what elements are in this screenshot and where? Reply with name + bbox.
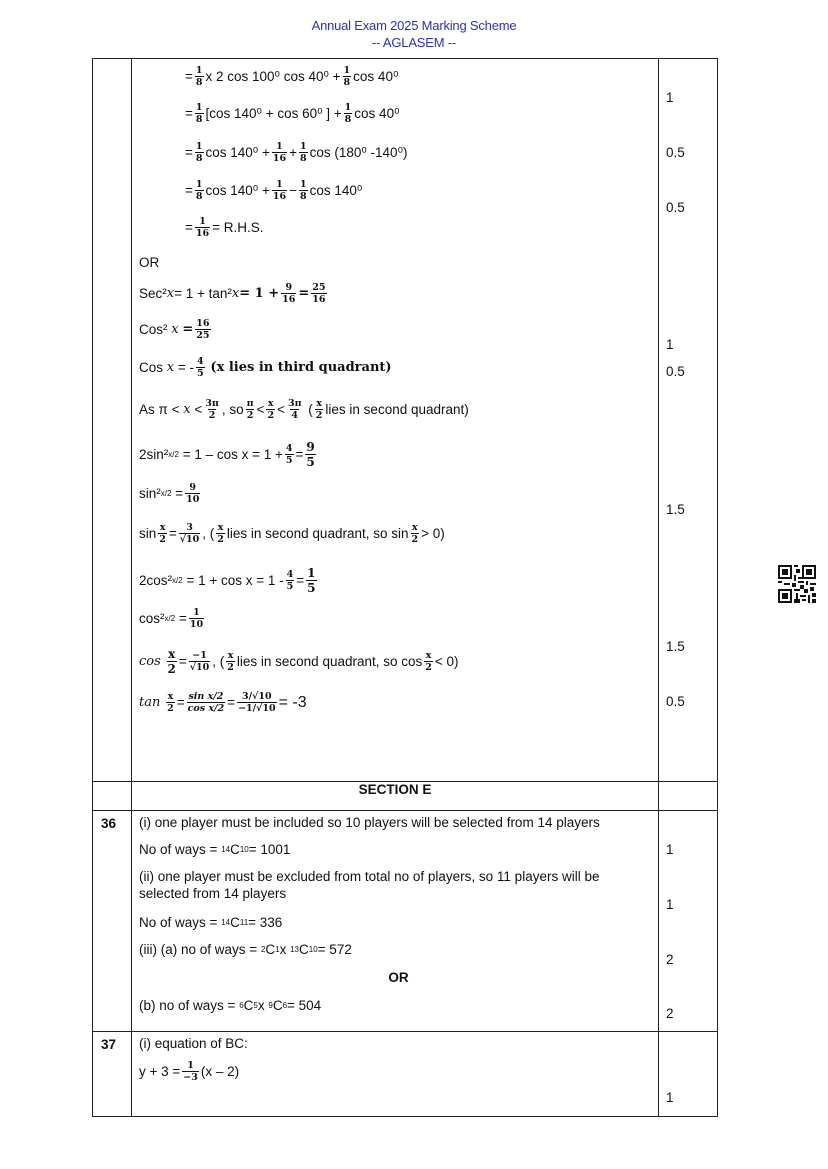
denominator: 8: [299, 153, 307, 164]
text: =: [185, 145, 193, 160]
fraction: [343, 65, 352, 88]
denominator: 5: [285, 455, 293, 466]
text: cos 140⁰ +: [205, 144, 270, 160]
marking-scheme-table: [92, 58, 718, 1117]
fraction: [246, 398, 255, 421]
numerator: 1: [299, 141, 307, 152]
q35-solution-cell: [132, 59, 659, 782]
fraction: [281, 282, 296, 305]
text: =: [185, 69, 193, 84]
subscript: 6: [282, 1001, 288, 1010]
q36-number: 36: [93, 811, 132, 1032]
text: cos²: [139, 611, 165, 626]
text: No of ways =: [139, 842, 218, 857]
text: = 572: [317, 942, 352, 957]
alt-step-1: [139, 282, 329, 305]
fraction: [285, 443, 294, 466]
denominator: √10: [179, 534, 200, 545]
denominator: 16: [272, 191, 287, 202]
header-subtitle: -- AGLASEM --: [371, 35, 457, 50]
fraction: [189, 650, 210, 673]
text: Sec²: [139, 286, 167, 301]
mark: 1: [666, 337, 674, 352]
section-e-title: SECTION E: [132, 782, 659, 811]
text: Cos²: [139, 322, 168, 337]
q36-part-iii-b: [139, 998, 321, 1013]
text: C: [243, 998, 254, 1013]
text: −: [289, 183, 297, 198]
text: = 1 + tan²: [174, 286, 232, 301]
text: sin: [139, 526, 157, 541]
q36-ways-ii: [139, 915, 282, 930]
denominator: 2: [167, 662, 176, 676]
fraction: [204, 398, 220, 421]
fraction: [266, 398, 275, 421]
numerator: x: [167, 691, 174, 702]
numerator: 1: [199, 216, 206, 227]
fraction: [195, 318, 210, 341]
text: y + 3 =: [139, 1064, 181, 1079]
numerator: 1: [195, 179, 203, 190]
denominator: 8: [195, 153, 203, 164]
fraction: [287, 398, 303, 421]
text: (b) no of ways =: [139, 998, 236, 1013]
numerator: 1: [307, 566, 316, 580]
text: +: [289, 145, 297, 160]
text: cos (180⁰ -140⁰): [309, 144, 408, 160]
fraction: [195, 102, 204, 125]
numerator: 1: [195, 65, 203, 76]
page-header: [0, 17, 828, 51]
text: Cos: [139, 360, 164, 375]
numerator: π: [246, 398, 254, 409]
text: =: [168, 526, 177, 541]
q36-part-i: (i) one player must be included so 10 players will be selected from 14 players: [139, 815, 600, 830]
text: cos 140⁰ +: [205, 182, 270, 198]
q37-solution-cell: [132, 1032, 659, 1117]
numerator: 1: [195, 102, 203, 113]
text: < 0): [434, 654, 459, 669]
denominator: 5: [197, 368, 204, 379]
qr-code-icon[interactable]: [778, 565, 816, 603]
text: C: [265, 942, 276, 957]
denominator: 2: [217, 534, 224, 545]
text: As π <: [139, 402, 180, 417]
numerator: 9: [285, 282, 293, 293]
denominator: 10: [189, 619, 204, 630]
fraction: [272, 179, 287, 202]
denominator: 2: [167, 703, 174, 714]
denominator: 2: [227, 662, 234, 673]
text: = 1 + cos x = 1 -: [186, 573, 284, 588]
fraction: [411, 522, 420, 545]
text: <: [194, 402, 203, 417]
denominator: 5: [307, 581, 316, 595]
text: (: [308, 402, 313, 417]
superscript: x/2: [172, 576, 183, 585]
text: cos 140⁰: [309, 182, 363, 198]
text: <: [256, 402, 265, 417]
text: lies in second quadrant): [325, 402, 469, 417]
fraction: [315, 398, 324, 421]
mark: 1: [666, 842, 674, 857]
numerator: 9: [306, 440, 315, 454]
superscript: x/2: [168, 450, 179, 459]
text: (iii) (a) no of ways =: [139, 942, 258, 957]
mark: 2: [666, 1006, 674, 1021]
alt-step-7: [139, 522, 445, 545]
superscript: 14: [221, 918, 231, 927]
fraction: [286, 569, 295, 592]
superscript: 14: [221, 845, 231, 854]
fraction: [179, 522, 200, 545]
variable: x: [166, 360, 175, 375]
denominator: 5: [306, 455, 315, 469]
denominator: cos x/2: [187, 703, 225, 714]
q35-row: [93, 59, 718, 782]
numerator: 3/√10: [242, 691, 272, 702]
numerator: x: [316, 398, 322, 409]
denominator: 2: [159, 534, 166, 545]
text: , so: [221, 402, 244, 417]
denominator: 8: [344, 114, 352, 125]
text: = 1 – cos x = 1 +: [182, 447, 283, 462]
numerator: sin x/2: [188, 691, 224, 702]
numerator: 1: [193, 607, 200, 618]
text: = 1 +: [239, 286, 280, 301]
superscript: 13: [290, 945, 300, 954]
numerator: x: [267, 398, 274, 409]
superscript: 6: [239, 1001, 244, 1010]
alt-step-10: [139, 647, 459, 676]
mark: 1: [666, 1090, 674, 1105]
numerator: 3π: [205, 398, 219, 409]
text: , (: [202, 526, 215, 541]
fraction: [344, 102, 353, 125]
text: =: [175, 486, 184, 501]
text: = 1001: [248, 842, 291, 857]
q37-row: [93, 1032, 718, 1117]
q36-row: [93, 811, 718, 1032]
denominator: 16: [312, 294, 326, 305]
denominator: 16: [272, 153, 287, 164]
alt-step-11: [139, 691, 307, 714]
denominator: 8: [195, 114, 203, 125]
q35-marks-cell: [659, 59, 718, 782]
text: = 336: [248, 915, 283, 930]
mark: 0.5: [666, 694, 685, 709]
text: cos 40⁰: [353, 68, 399, 84]
numerator: 9: [189, 482, 197, 493]
denominator: 8: [343, 77, 351, 88]
text: = 504: [287, 998, 322, 1013]
text: tan: [139, 695, 161, 710]
denominator: 2: [267, 410, 275, 421]
numerator: 4: [286, 569, 294, 580]
step-5: [185, 216, 264, 239]
step-1: [185, 65, 398, 88]
denominator: 25: [196, 330, 210, 341]
quadrant-note: (x lies in third quadrant): [210, 360, 392, 375]
fraction: [424, 650, 433, 673]
text: = -3: [278, 693, 307, 711]
denominator: −3: [183, 1072, 198, 1083]
text: =: [178, 611, 187, 626]
fraction: [158, 522, 167, 545]
denominator: 2: [425, 662, 432, 673]
text: =: [176, 695, 185, 710]
numerator: 3: [186, 522, 193, 533]
q37-marks-cell: [659, 1032, 718, 1117]
denominator: 8: [299, 191, 307, 202]
alt-step-2: [139, 318, 213, 341]
q36-or-label: OR: [388, 970, 409, 985]
mark: 1: [666, 897, 674, 912]
denominator: 2: [208, 410, 216, 421]
fraction: [182, 1060, 199, 1083]
denominator: 2: [246, 410, 254, 421]
mark: 1.5: [666, 639, 685, 654]
alt-step-3: [139, 356, 392, 379]
numerator: 16: [196, 318, 210, 329]
text: cos 40⁰: [354, 105, 400, 121]
text: 2sin²: [139, 447, 169, 462]
variable: x: [183, 402, 191, 417]
numerator: x: [425, 650, 432, 661]
denominator: 5: [286, 581, 294, 592]
denominator: −1/√10: [238, 703, 276, 714]
numerator: 1: [299, 179, 307, 190]
variable: x: [171, 322, 179, 337]
text: 2cos²: [139, 573, 173, 588]
text: [cos 140⁰ + cos 60⁰ ] +: [205, 105, 342, 121]
subscript: 10: [239, 845, 249, 854]
fraction: [299, 179, 308, 202]
mark: 1.5: [666, 502, 685, 517]
numerator: 4: [285, 443, 293, 454]
q36-solution-cell: [132, 811, 659, 1032]
fraction: [189, 607, 204, 630]
denominator: 8: [195, 77, 203, 88]
q36-part-ii: (ii) one player must be excluded from total no of players, so 11 players will be selected from 14 players: [139, 869, 600, 901]
variable: x: [231, 286, 240, 301]
mark: 0.5: [666, 145, 685, 160]
alt-step-6: [139, 482, 202, 505]
empty-cell: [659, 782, 718, 811]
denominator: 8: [195, 191, 203, 202]
or-label: OR: [139, 255, 160, 270]
fraction: [299, 141, 308, 164]
numerator: −1: [192, 650, 207, 661]
text: C: [272, 998, 283, 1013]
superscript: x/2: [164, 614, 176, 623]
numerator: 3π: [287, 398, 302, 409]
alt-step-5: [139, 440, 318, 469]
text: <: [277, 402, 285, 417]
denominator: 2: [411, 534, 419, 545]
text: sin²: [139, 486, 161, 501]
step-3: [185, 141, 407, 164]
alt-step-4: [139, 398, 469, 421]
text: x 2 cos 100⁰ cos 40⁰ +: [205, 68, 341, 84]
numerator: 25: [312, 282, 326, 293]
text: x: [279, 942, 287, 957]
q35-number-cell: [93, 59, 132, 782]
denominator: 10: [186, 494, 200, 505]
numerator: x: [227, 650, 234, 661]
text: =: [185, 106, 193, 121]
text: =: [185, 183, 193, 198]
text: =: [227, 695, 236, 710]
text: =: [296, 573, 305, 588]
numerator: 1: [276, 141, 283, 152]
text: lies in second quadrant, so cos: [236, 654, 423, 669]
numerator: x: [411, 522, 418, 533]
text: = R.H.S.: [212, 220, 264, 235]
denominator: √10: [189, 662, 210, 673]
text: = -: [177, 360, 195, 375]
text: cos: [139, 654, 161, 669]
numerator: x: [168, 647, 176, 661]
superscript: 9: [268, 1001, 273, 1010]
denominator: 4: [291, 410, 299, 421]
q36-ways-i: [139, 842, 290, 857]
fraction: [166, 691, 175, 714]
alt-step-8: [139, 566, 319, 595]
fraction: [195, 216, 210, 239]
fraction: [195, 141, 204, 164]
fraction: [226, 650, 235, 673]
superscript: 2: [260, 945, 266, 954]
text: =: [178, 654, 187, 669]
numerator: 1: [195, 141, 203, 152]
header-title: Annual Exam 2025 Marking Scheme: [311, 18, 517, 33]
fraction: [195, 65, 204, 88]
fraction: [237, 691, 277, 714]
text: lies in second quadrant, so sin: [226, 526, 409, 541]
numerator: 1: [343, 65, 351, 76]
text: =: [298, 286, 310, 301]
q36-part-iii-a: [139, 942, 352, 957]
mark: 0.5: [666, 364, 685, 379]
mark: 2: [666, 952, 674, 967]
section-e-row: [93, 782, 718, 811]
alt-step-9: [139, 607, 206, 630]
fraction: [272, 141, 287, 164]
text: C: [230, 842, 240, 857]
step-2: [185, 102, 399, 125]
fraction: [306, 566, 316, 595]
fraction: [185, 482, 200, 505]
text: C: [299, 942, 309, 957]
q36-marks-cell: [659, 811, 718, 1032]
step-4: [185, 179, 362, 202]
text: C: [230, 915, 240, 930]
text: =: [182, 322, 194, 337]
fraction: [167, 647, 177, 676]
text: =: [185, 220, 193, 235]
fraction: [311, 282, 326, 305]
text: (x – 2): [200, 1064, 240, 1079]
denominator: 16: [282, 294, 296, 305]
denominator: 16: [195, 228, 210, 239]
q37-number: 37: [93, 1032, 132, 1117]
superscript: x/2: [160, 489, 172, 498]
text: =: [295, 447, 304, 462]
subscript: 11: [239, 918, 249, 927]
fraction: [196, 356, 205, 379]
fraction: [216, 522, 225, 545]
denominator: 2: [315, 410, 323, 421]
numerator: x: [217, 522, 224, 533]
text: , (: [212, 654, 225, 669]
fraction: [187, 691, 226, 714]
fraction: [195, 179, 204, 202]
numerator: 4: [197, 356, 204, 367]
numerator: 1: [187, 1060, 194, 1071]
subscript: 5: [253, 1001, 258, 1010]
empty-cell: [93, 782, 132, 811]
numerator: 1: [276, 179, 283, 190]
subscript: 1: [275, 945, 280, 954]
mark: 0.5: [666, 200, 685, 215]
q37-part-i: (i) equation of BC:: [139, 1036, 248, 1051]
text: > 0): [421, 526, 445, 541]
subscript: 10: [308, 945, 318, 954]
fraction: [305, 440, 315, 469]
variable: x: [166, 286, 175, 301]
mark: 1: [666, 90, 674, 105]
numerator: 1: [344, 102, 352, 113]
text: x: [257, 998, 265, 1013]
text: No of ways =: [139, 915, 218, 930]
q37-equation: [139, 1060, 239, 1083]
numerator: x: [159, 522, 166, 533]
